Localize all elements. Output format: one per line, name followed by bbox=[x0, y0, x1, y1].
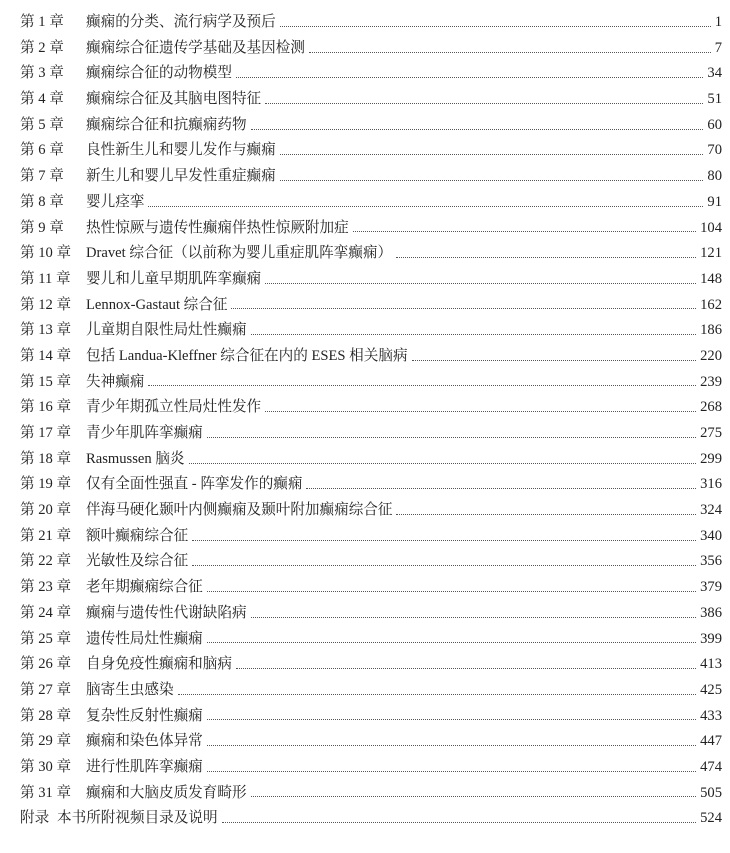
toc-entry[interactable] bbox=[0, 61, 730, 87]
page-number: 186 bbox=[700, 322, 722, 339]
toc-title-line bbox=[86, 472, 722, 498]
chapter-number: 第 10 章 bbox=[20, 245, 72, 262]
chapter-number: 第 21 章 bbox=[20, 527, 72, 544]
dot-leader bbox=[251, 795, 697, 797]
toc-entry[interactable] bbox=[0, 87, 730, 113]
toc-entry[interactable] bbox=[0, 421, 730, 447]
toc-title-line bbox=[86, 138, 722, 164]
page-number: 433 bbox=[700, 707, 722, 724]
chapter-number: 第 22 章 bbox=[20, 553, 72, 570]
chapter-title: 遗传性局灶性癫痫 bbox=[86, 630, 203, 647]
page-number: 340 bbox=[700, 527, 722, 544]
toc-title-line bbox=[86, 627, 722, 653]
toc-title-line bbox=[86, 781, 722, 807]
toc-entry[interactable] bbox=[0, 216, 730, 242]
toc-title-line bbox=[86, 267, 722, 293]
toc-title-line bbox=[86, 216, 722, 242]
chapter-title: 伴海马硬化颞叶内侧癫痫及颞叶附加癫痫综合征 bbox=[86, 502, 393, 519]
chapter-title: 进行性肌阵挛癫痫 bbox=[86, 758, 203, 775]
page-number: 505 bbox=[700, 784, 722, 801]
toc-entry[interactable] bbox=[0, 524, 730, 550]
chapter-title: Rasmussen 脑炎 bbox=[86, 450, 185, 467]
chapter-title: 青少年肌阵挛癫痫 bbox=[86, 425, 203, 441]
chapter-title: Dravet 综合征（以前称为婴儿重症肌阵挛癫痫） bbox=[86, 245, 393, 262]
page-number: 447 bbox=[700, 733, 722, 750]
dot-leader bbox=[178, 693, 697, 695]
toc-entry[interactable] bbox=[0, 729, 730, 755]
page-number: 268 bbox=[700, 399, 722, 416]
dot-leader bbox=[280, 153, 704, 155]
toc-entry[interactable] bbox=[0, 318, 730, 344]
dot-leader bbox=[207, 718, 696, 720]
chapter-number: 第 14 章 bbox=[20, 347, 72, 364]
toc-title-line bbox=[86, 601, 722, 627]
page-number: 299 bbox=[700, 450, 722, 467]
toc-title-line bbox=[86, 498, 722, 524]
chapter-number: 第 27 章 bbox=[20, 681, 72, 698]
toc-title-line bbox=[86, 190, 722, 216]
chapter-number: 第 18 章 bbox=[20, 450, 72, 467]
toc-entry[interactable] bbox=[0, 472, 730, 498]
toc-entry[interactable] bbox=[0, 395, 730, 421]
toc-entry[interactable] bbox=[0, 10, 730, 36]
toc-entry[interactable] bbox=[0, 806, 730, 832]
dot-leader bbox=[192, 539, 696, 541]
toc-title-line bbox=[86, 241, 722, 267]
toc-title-line bbox=[86, 113, 722, 139]
toc-title-line bbox=[86, 652, 722, 678]
chapter-title: 老年期癫痫综合征 bbox=[86, 579, 203, 596]
table-of-contents bbox=[0, 10, 730, 832]
toc-entry[interactable] bbox=[0, 164, 730, 190]
toc-entry[interactable] bbox=[0, 370, 730, 396]
toc-entry[interactable] bbox=[0, 293, 730, 319]
toc-entry[interactable] bbox=[0, 549, 730, 575]
dot-leader bbox=[236, 76, 703, 78]
toc-title-line bbox=[86, 10, 722, 36]
chapter-title: 热性惊厥与遗传性癫痫伴热性惊厥附加症 bbox=[86, 219, 349, 236]
dot-leader bbox=[265, 282, 696, 284]
page-number: 316 bbox=[700, 476, 722, 493]
chapter-number: 第 23 章 bbox=[20, 579, 72, 596]
dot-leader bbox=[265, 102, 703, 104]
toc-entry[interactable] bbox=[0, 627, 730, 653]
page-number: 121 bbox=[700, 245, 722, 262]
toc-title-line bbox=[86, 729, 722, 755]
chapter-number: 第 26 章 bbox=[20, 656, 72, 673]
chapter-number: 第 17 章 bbox=[20, 425, 72, 441]
chapter-number: 第 30 章 bbox=[20, 758, 72, 775]
page-number: 80 bbox=[707, 168, 722, 185]
toc-title-line bbox=[86, 704, 722, 730]
toc-title-line bbox=[86, 370, 722, 396]
dot-leader bbox=[207, 641, 696, 643]
chapter-title: 脑寄生虫感染 bbox=[86, 681, 174, 698]
chapter-number: 第 25 章 bbox=[20, 630, 72, 647]
chapter-number: 附录 bbox=[20, 810, 50, 827]
chapter-title: Lennox-Gastaut 综合征 bbox=[86, 296, 228, 313]
page-number: 220 bbox=[700, 347, 722, 364]
toc-title-line bbox=[86, 421, 722, 447]
page-number: 275 bbox=[700, 425, 722, 441]
chapter-number: 第 2 章 bbox=[20, 39, 64, 56]
chapter-title: 癫痫综合征及其脑电图特征 bbox=[86, 91, 262, 108]
chapter-title: 儿童期自限性局灶性癫痫 bbox=[86, 322, 247, 339]
page-number: 386 bbox=[700, 604, 722, 621]
page-number: 148 bbox=[700, 270, 722, 287]
toc-title-line bbox=[86, 344, 722, 370]
toc-title-line bbox=[86, 447, 722, 473]
dot-leader bbox=[192, 564, 696, 566]
toc-entry[interactable] bbox=[0, 241, 730, 267]
toc-entry[interactable] bbox=[0, 575, 730, 601]
toc-entry[interactable] bbox=[0, 267, 730, 293]
toc-title-line bbox=[86, 395, 722, 421]
dot-leader bbox=[412, 359, 697, 361]
toc-title-line bbox=[86, 318, 722, 344]
chapter-number: 第 1 章 bbox=[20, 14, 64, 30]
toc-entry[interactable] bbox=[0, 652, 730, 678]
page-number: 162 bbox=[700, 296, 722, 313]
chapter-number: 第 15 章 bbox=[20, 373, 72, 390]
page-number: 1 bbox=[714, 14, 722, 30]
chapter-title: 新生儿和婴儿早发性重症癫痫 bbox=[86, 168, 276, 185]
toc-entry[interactable] bbox=[0, 704, 730, 730]
dot-leader bbox=[207, 770, 696, 772]
page-number: 524 bbox=[700, 810, 722, 827]
chapter-title: 癫痫综合征和抗癫痫药物 bbox=[86, 116, 247, 133]
dot-leader bbox=[148, 205, 703, 207]
chapter-title: 包括 Landua-Kleffner 综合征在内的 ESES 相关脑病 bbox=[86, 347, 408, 364]
chapter-title: 仅有全面性强直 - 阵挛发作的癫痫 bbox=[86, 476, 303, 493]
chapter-title: 复杂性反射性癫痫 bbox=[86, 707, 203, 724]
chapter-title: 青少年期孤立性局灶性发作 bbox=[86, 399, 262, 416]
toc-title-line bbox=[57, 806, 722, 832]
dot-leader bbox=[207, 436, 696, 438]
toc-entry[interactable] bbox=[0, 447, 730, 473]
chapter-number: 第 31 章 bbox=[20, 784, 72, 801]
chapter-number: 第 8 章 bbox=[20, 193, 64, 210]
toc-entry[interactable] bbox=[0, 36, 730, 62]
chapter-number: 第 11 章 bbox=[20, 270, 71, 287]
toc-entry[interactable] bbox=[0, 601, 730, 627]
dot-leader bbox=[396, 513, 696, 515]
chapter-number: 第 16 章 bbox=[20, 399, 72, 416]
toc-title-line bbox=[86, 678, 722, 704]
toc-title-line bbox=[86, 755, 722, 781]
chapter-number: 第 5 章 bbox=[20, 116, 64, 133]
chapter-number: 第 9 章 bbox=[20, 219, 64, 236]
page-number: 474 bbox=[700, 758, 722, 775]
chapter-number: 第 20 章 bbox=[20, 502, 72, 519]
page-number: 399 bbox=[700, 630, 722, 647]
chapter-title: 额叶癫痫综合征 bbox=[86, 527, 189, 544]
page-number: 70 bbox=[707, 142, 722, 159]
toc-entry[interactable] bbox=[0, 755, 730, 781]
dot-leader bbox=[306, 487, 696, 489]
page-number: 239 bbox=[700, 373, 722, 390]
dot-leader bbox=[251, 616, 697, 618]
page-number: 104 bbox=[700, 219, 722, 236]
page-number: 379 bbox=[700, 579, 722, 596]
page-number: 51 bbox=[707, 91, 722, 108]
chapter-title: 失神癫痫 bbox=[86, 373, 145, 390]
chapter-number: 第 7 章 bbox=[20, 168, 64, 185]
chapter-title: 癫痫和染色体异常 bbox=[86, 733, 203, 750]
page-number: 356 bbox=[700, 553, 722, 570]
chapter-number: 第 28 章 bbox=[20, 707, 72, 724]
toc-entry[interactable] bbox=[0, 678, 730, 704]
toc-entry[interactable] bbox=[0, 781, 730, 807]
dot-leader bbox=[353, 230, 696, 232]
chapter-title: 癫痫和大脑皮质发育畸形 bbox=[86, 784, 247, 801]
dot-leader bbox=[236, 667, 696, 669]
page-number: 413 bbox=[700, 656, 722, 673]
chapter-title: 婴儿和儿童早期肌阵挛癫痫 bbox=[86, 270, 262, 287]
dot-leader bbox=[148, 384, 696, 386]
dot-leader bbox=[251, 128, 704, 130]
chapter-title: 本书所附视频目录及说明 bbox=[57, 810, 218, 827]
toc-entry[interactable] bbox=[0, 190, 730, 216]
page-number: 7 bbox=[714, 39, 722, 56]
toc-title-line bbox=[86, 524, 722, 550]
dot-leader bbox=[189, 462, 697, 464]
chapter-number: 第 12 章 bbox=[20, 296, 72, 313]
toc-entry[interactable] bbox=[0, 138, 730, 164]
page-number: 91 bbox=[707, 193, 722, 210]
toc-title-line bbox=[86, 293, 722, 319]
chapter-title: 良性新生儿和婴儿发作与癫痫 bbox=[86, 142, 276, 159]
chapter-number: 第 19 章 bbox=[20, 476, 72, 493]
toc-title-line bbox=[86, 87, 722, 113]
toc-title-line bbox=[86, 575, 722, 601]
page-number: 324 bbox=[700, 502, 722, 519]
page-number: 425 bbox=[700, 681, 722, 698]
toc-title-line bbox=[86, 36, 722, 62]
dot-leader bbox=[396, 256, 696, 258]
chapter-number: 第 3 章 bbox=[20, 65, 64, 82]
chapter-number: 第 24 章 bbox=[20, 604, 72, 621]
dot-leader bbox=[280, 25, 711, 27]
toc-entry[interactable] bbox=[0, 113, 730, 139]
chapter-title: 自身免疫性癫痫和脑病 bbox=[86, 656, 232, 673]
chapter-title: 癫痫综合征遗传学基础及基因检测 bbox=[86, 39, 305, 56]
dot-leader bbox=[207, 590, 696, 592]
page-number: 60 bbox=[707, 116, 722, 133]
chapter-title: 癫痫的分类、流行病学及预后 bbox=[86, 14, 276, 30]
toc-title-line bbox=[86, 61, 722, 87]
chapter-number: 第 4 章 bbox=[20, 91, 64, 108]
dot-leader bbox=[280, 179, 704, 181]
chapter-title: 癫痫综合征的动物模型 bbox=[86, 65, 232, 82]
toc-entry[interactable] bbox=[0, 498, 730, 524]
dot-leader bbox=[231, 307, 696, 309]
chapter-title: 婴儿痉挛 bbox=[86, 193, 145, 210]
chapter-number: 第 6 章 bbox=[20, 142, 64, 159]
chapter-number: 第 29 章 bbox=[20, 733, 72, 750]
toc-entry[interactable] bbox=[0, 344, 730, 370]
dot-leader bbox=[222, 821, 697, 823]
dot-leader bbox=[309, 51, 711, 53]
toc-title-line bbox=[86, 549, 722, 575]
dot-leader bbox=[251, 333, 697, 335]
dot-leader bbox=[265, 410, 696, 412]
dot-leader bbox=[207, 744, 696, 746]
chapter-number: 第 13 章 bbox=[20, 322, 72, 339]
chapter-title: 癫痫与遗传性代谢缺陷病 bbox=[86, 604, 247, 621]
page-number: 34 bbox=[707, 65, 722, 82]
toc-title-line bbox=[86, 164, 722, 190]
chapter-title: 光敏性及综合征 bbox=[86, 553, 189, 570]
